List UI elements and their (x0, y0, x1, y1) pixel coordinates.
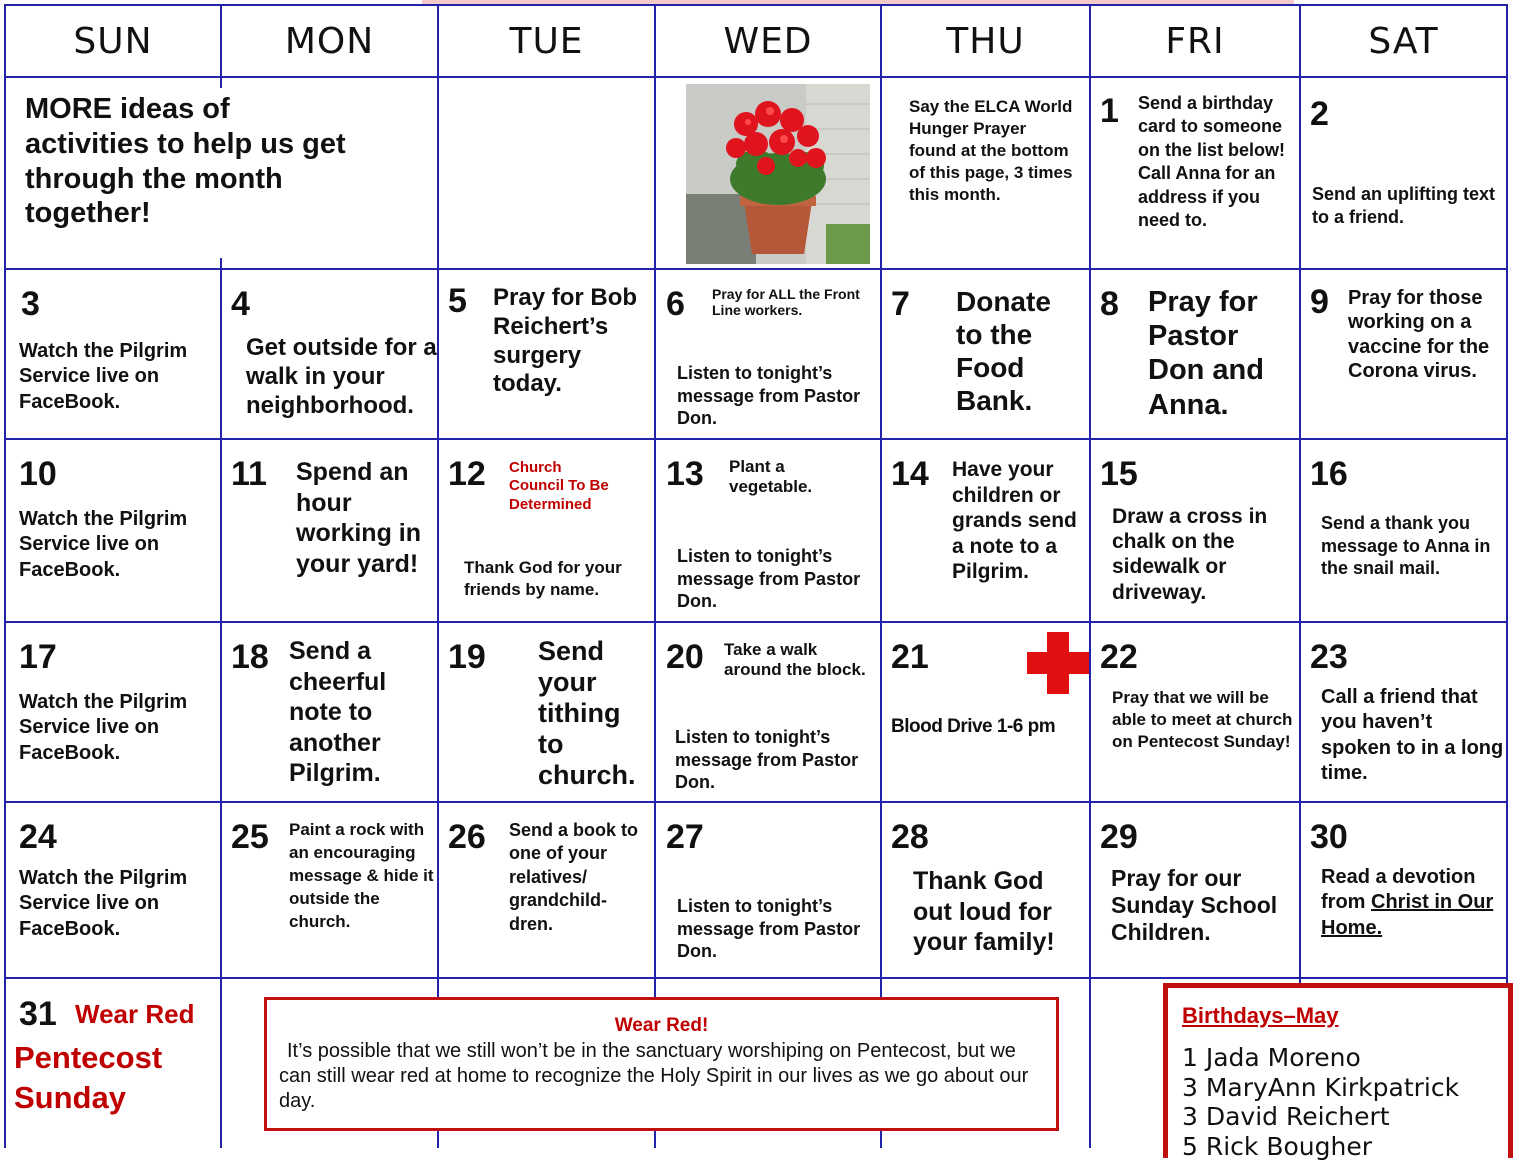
pentecost-label: Pentecost Sunday (14, 1038, 204, 1119)
day-activity: Thank God out loud for your family! (913, 866, 1083, 958)
day-activity: Watch the Pilgrim Service live on FaceBook. (19, 339, 219, 415)
day-header-sat: SAT (1301, 6, 1506, 76)
day-activity: Get outside for a walk in your neighborhood. (246, 334, 438, 420)
day-number: 3 (21, 285, 40, 324)
day-number: 16 (1310, 455, 1348, 494)
intro-text: MORE ideas of activities to help us get through the month together! (25, 92, 355, 231)
day-activity: Spend an hour working in your yard! (296, 457, 436, 579)
day-number: 28 (891, 818, 929, 857)
day-number: 31 (19, 995, 57, 1034)
day-header-mon: MON (222, 6, 437, 76)
day-number: 30 (1310, 818, 1348, 857)
day-number: 10 (19, 455, 57, 494)
day-number: 22 (1100, 638, 1138, 677)
birthday-item: 1 Jada Moreno (1182, 1043, 1459, 1073)
elca-prayer-note: Say the ELCA World Hunger Prayer found at the bottom of this page, 3 times this month. (909, 96, 1074, 206)
grid-line (4, 621, 1508, 623)
devotion-text: Read a devotion from (1321, 866, 1475, 913)
wear-red-box-body: It’s possible that we still won’t be in the sanctuary worshiping on Pentecost, but we can still wear red at home to recognize the Holy Spirit in our lives as we go about our day. (279, 1039, 1039, 1114)
day-number: 26 (448, 818, 486, 857)
day-activity: Draw a cross in chalk on the sidewalk or driveway. (1112, 504, 1297, 605)
birthdays-box (1163, 983, 1513, 1158)
day-number: 15 (1100, 455, 1138, 494)
day-number: 1 (1100, 92, 1119, 131)
day-number: 9 (1310, 283, 1329, 322)
wear-red-box-title: Wear Red! (267, 1015, 1056, 1037)
day-activity: Listen to tonight’s message from Pastor Don. (675, 726, 870, 794)
day-number: 29 (1100, 818, 1138, 857)
day-activity: Pray that we will be able to meet at church on Pentecost Sunday! (1112, 687, 1302, 753)
devotion-book-title: Christ in Our Home. (1321, 891, 1493, 938)
day-activity: Pray for our Sunday School Children. (1111, 865, 1301, 946)
day-header-sun: SUN (6, 6, 220, 76)
day-activity-top: Church Council To Be Determined (509, 459, 619, 514)
day-number: 17 (19, 638, 57, 677)
day-number: 4 (231, 285, 250, 324)
grid-line (220, 78, 222, 88)
day-number: 27 (666, 818, 704, 857)
day-number: 6 (666, 285, 685, 324)
day-activity: Have your children or grands send a note to a Pilgrim. (952, 457, 1082, 585)
day-number: 8 (1100, 285, 1119, 324)
day-activity: Paint a rock with an encouraging message & hide it outside the church. (289, 819, 439, 934)
day-activity: Send a book to one of your relatives/ grandchild-dren. (509, 819, 649, 936)
day-activity: Listen to tonight’s message from Pastor Don. (677, 362, 872, 430)
red-cross-icon (1027, 652, 1089, 674)
day-activity (1321, 865, 1506, 941)
day-activity: Watch the Pilgrim Service live on FaceBook. (19, 507, 219, 583)
day-activity: Send a thank you message to Anna in the snail mail. (1321, 512, 1506, 580)
geranium-photo (686, 84, 870, 264)
day-activity: Blood Drive 1-6 pm (891, 716, 1081, 739)
grid-line (4, 801, 1508, 803)
day-header-wed: WED (656, 6, 880, 76)
day-number: 24 (19, 818, 57, 857)
day-header-fri: FRI (1091, 6, 1299, 76)
day-header-tue: TUE (439, 6, 654, 76)
day-activity: Send an uplifting text to a friend. (1312, 183, 1502, 230)
day-activity: Call a friend that you haven’t spoken to in a long time. (1321, 685, 1506, 787)
day-activity-top: Pray for ALL the Front Line workers. (712, 286, 882, 318)
day-number: 5 (448, 282, 467, 321)
birthday-item: 3 David Reichert (1182, 1102, 1459, 1132)
grid-line (4, 268, 1508, 270)
day-header-thu: THU (882, 6, 1089, 76)
day-activity: Pray for Bob Reichert’s surgery today. (493, 284, 643, 399)
day-activity: Donate to the Food Bank. (956, 285, 1081, 417)
grid-line (4, 438, 1508, 440)
day-activity-top: Take a walk around the block. (724, 640, 874, 679)
day-activity: Send a cheerful note to another Pilgrim. (289, 636, 429, 789)
day-number: 18 (231, 638, 269, 677)
day-number: 20 (666, 638, 704, 677)
day-activity: Send a birthday card to someone on the list below! Call Anna for an address if you need to. (1138, 92, 1298, 232)
wear-red-label: Wear Red (75, 1000, 215, 1030)
birthdays-list (1182, 1043, 1459, 1161)
birthday-item: 5 Rick Bougher (1182, 1132, 1459, 1161)
day-number: 11 (231, 455, 267, 494)
day-activity: Listen to tonight’s message from Pastor Don. (677, 895, 872, 963)
wear-red-box (264, 997, 1059, 1131)
day-activity: Listen to tonight’s message from Pastor Don. (677, 545, 872, 613)
day-number: 7 (891, 285, 910, 324)
day-number: 14 (891, 455, 929, 494)
day-activity: Watch the Pilgrim Service live on FaceBook. (19, 690, 219, 766)
day-number: 21 (891, 638, 929, 677)
birthday-item: 3 MaryAnn Kirkpatrick (1182, 1073, 1459, 1103)
day-activity-top: Plant a vegetable. (729, 457, 859, 496)
grid-line (220, 258, 222, 268)
birthdays-title: Birthdays–May (1182, 1003, 1339, 1028)
day-number: 25 (231, 818, 269, 857)
day-activity: Pray for those working on a vaccine for the Corona virus. (1348, 286, 1506, 384)
day-number: 23 (1310, 638, 1348, 677)
day-activity: Send your tithing to church. (538, 636, 653, 791)
day-activity: Thank God for your friends by name. (464, 557, 654, 601)
day-activity: Pray for Pastor Don and Anna. (1148, 285, 1293, 422)
day-number: 13 (666, 455, 704, 494)
day-number: 2 (1310, 95, 1329, 134)
flower-pot-image (686, 84, 870, 264)
day-activity: Watch the Pilgrim Service live on FaceBook. (19, 866, 219, 942)
grid-line (4, 977, 1508, 979)
day-number: 19 (448, 638, 486, 677)
day-number: 12 (448, 455, 486, 494)
